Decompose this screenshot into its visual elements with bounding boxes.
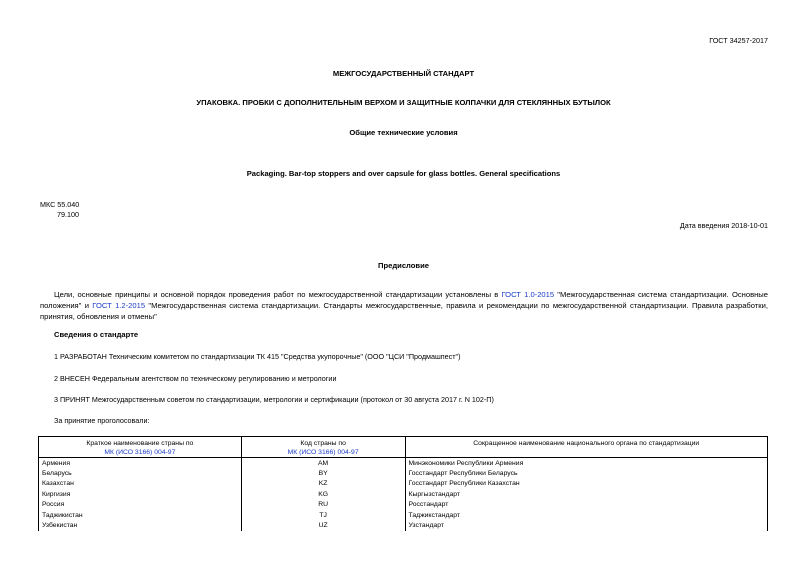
country-code: UZ xyxy=(241,520,405,530)
item-adopted: 3 ПРИНЯТ Межгосударственным советом по стандартизации, метрологии и сертификации (протокол от 30 августа 2017 г. N 102-П) xyxy=(54,395,494,404)
document-title-ru: УПАКОВКА. ПРОБКИ С ДОПОЛНИТЕЛЬНЫМ ВЕРХОМ И ЗАЩИТНЫЕ КОЛПАЧКИ ДЛЯ СТЕКЛЯННЫХ БУТЫЛОК xyxy=(196,98,611,107)
table-header-row xyxy=(39,437,768,458)
about-standard-title: Сведения о стандарте xyxy=(54,330,139,339)
preface-text-a: Цели, основные принципы и основной порядок проведения работ по межгосударственной стандартизации установлены в xyxy=(54,290,502,299)
country-name: Киргизия xyxy=(39,489,242,499)
country-name: Беларусь xyxy=(39,468,242,478)
table-row xyxy=(39,500,768,510)
table-row xyxy=(39,520,768,530)
header-country-name-text: Краткое наименование страны по xyxy=(86,440,194,447)
standards-body: Кыргызстандарт xyxy=(405,489,768,499)
document-title-en: Packaging. Bar-top stoppers and over capsule for glass bottles. General specifications xyxy=(246,169,561,178)
country-code: TJ xyxy=(241,510,405,520)
preface-title: Предисловие xyxy=(378,261,429,270)
country-name: Узбекистан xyxy=(39,520,242,530)
mks-code-line1: МКС 55.040 xyxy=(40,200,80,209)
item-introduced: 2 ВНЕСЕН Федеральным агентством по техническому регулированию и метрологии xyxy=(54,374,337,383)
table-row xyxy=(39,458,768,469)
header-country-code xyxy=(241,437,405,458)
country-code: KZ xyxy=(241,479,405,489)
header-country-name xyxy=(39,437,242,458)
document-heading: МЕЖГОСУДАРСТВЕННЫЙ СТАНДАРТ xyxy=(332,69,475,78)
table-row xyxy=(39,489,768,499)
header-country-code-link[interactable]: МК (ИСО 3166) 004-97 xyxy=(287,449,359,456)
item-developed: 1 РАЗРАБОТАН Техническим комитетом по стандартизации ТК 415 "Средства укупорочные" (ООО "ЦСИ "Продмашпест") xyxy=(54,352,461,361)
standards-body: Госстандарт Республики Беларусь xyxy=(405,468,768,478)
document-code: ГОСТ 34257-2017 xyxy=(709,36,768,45)
voting-countries-table xyxy=(38,436,768,531)
standards-body: Минэкономики Республики Армения xyxy=(405,458,768,469)
preface-text-b: "Межгосударственная система стандартизации. Основные положения" и xyxy=(40,290,768,310)
header-standards-body: Сокращенное наименование национального органа по стандартизации xyxy=(405,437,768,458)
preface-paragraph xyxy=(40,289,768,322)
standards-body: Госстандарт Республики Казахстан xyxy=(405,479,768,489)
standards-body: Росстандарт xyxy=(405,500,768,510)
mks-code-line2: 79.100 xyxy=(57,210,79,219)
gost-1-0-link[interactable]: ГОСТ 1.0-2015 xyxy=(501,290,555,299)
country-code: AM xyxy=(241,458,405,469)
voted-label: За принятие проголосовали: xyxy=(54,416,150,425)
country-code: KG xyxy=(241,489,405,499)
document-subtitle-ru: Общие технические условия xyxy=(349,128,458,137)
table-row xyxy=(39,510,768,520)
country-name: Таджикистан xyxy=(39,510,242,520)
country-code: BY xyxy=(241,468,405,478)
standards-body: Таджикстандарт xyxy=(405,510,768,520)
standards-body: Узстандарт xyxy=(405,520,768,530)
gost-1-2-link[interactable]: ГОСТ 1.2-2015 xyxy=(92,301,146,310)
header-country-code-text: Код страны по xyxy=(300,440,346,447)
country-name: Армения xyxy=(39,458,242,469)
country-name: Казахстан xyxy=(39,479,242,489)
table-row xyxy=(39,479,768,489)
table-row xyxy=(39,468,768,478)
preface-text-c: "Межгосударственная система стандартизации. Стандарты межгосударственные, правила и рекомендации по межгосударственной стандартизации. Правила разработки, принятия, обновления и отмены" xyxy=(40,301,768,321)
header-country-name-link[interactable]: МК (ИСО 3166) 004-97 xyxy=(104,449,176,456)
country-code: RU xyxy=(241,500,405,510)
country-name: Россия xyxy=(39,500,242,510)
introduction-date: Дата введения 2018-10-01 xyxy=(679,221,768,230)
